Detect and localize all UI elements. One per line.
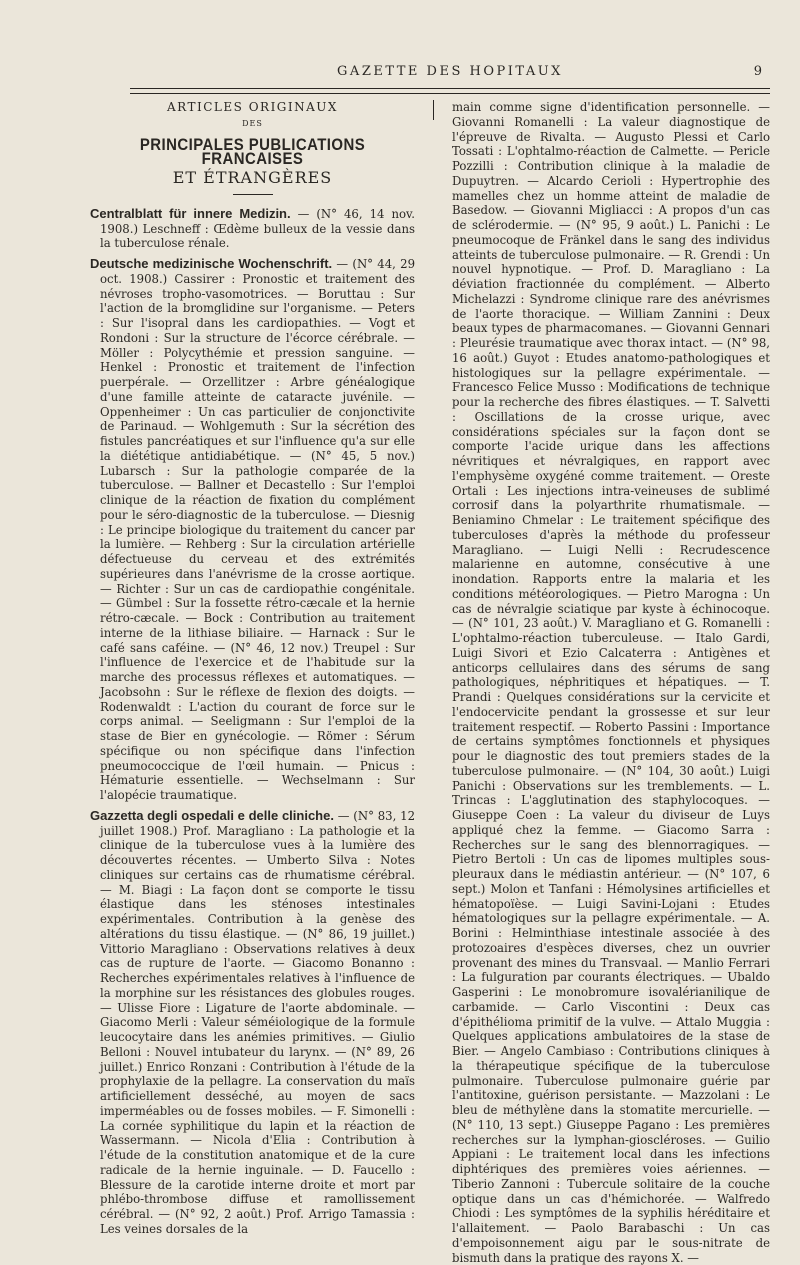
entry-text: — (N° 46, 14 nov. 1908.) Leschneff : Œdème bulleux de la vessie dans la tuberculose rénale. bbox=[100, 206, 415, 251]
journal-name: Gazzetta degli ospedali e delle cliniche. bbox=[90, 807, 334, 823]
entry-text: — (N° 44, 29 oct. 1908.) Cassirer : Pronostic et traitement des névroses tropho-vasomotrices. — Boruttau : Sur l'action de la bromglidine sur l'organisme. — Peters : Sur l'isopral dans les cardiopathies. — Vogt et Rondoni : Sur la structure de l'écorce cérébrale. — Möller : Polycythémie et pression sanguine. — Henkel : Pronostic et traitement de l'infection puerpérale. — Orzellitzer : Arbre généalogique d'une famille atteinte de cataracte juvénile. — Oppenheimer : Un cas particulier de conjonctivite de Parinaud. — Wohlgemuth : Sur la sécrétion des fistules pancréatiques et sur l'influence qu'a sur elle la diététique antidiabétique. — (N° 45, 5 nov.) Lubarsch : Sur la pathologie comparée de la tuberculose. — Ballner et Decastello : Sur l'emploi clinique de la réaction de fixation du complément pour le séro-diagnostic de la tuberculose. — Diesnig : Le principe biologique du traitement du cancer par la lumière. — Rehberg : Sur la circulation artérielle défectueuse du cerveau et des extrémités supérieures dans l'anévrisme de la crosse aortique. — Richter : Sur un cas de cardiopathie congénitale. — Gümbel : Sur la fossette rétro-cæcale et la hernie rétro-cæcale. — Bock : Contribution au traitement interne de la lithiase biliaire. — Harnack : Sur le café sans caféine. — (N° 46, 12 nov.) Treupel : Sur l'influence de l'exercice et de l'habitude sur la marche des processus réflexes et automatiques. — Jacobsohn : Sur le réflexe de flexion des doigts. — Rodenwaldt : L'action du courant de force sur le corps animal. — Seeligmann : Sur l'emploi de la stase de Bier en gynécologie. — Römer : Sérum spécifique ou non spécifique dans l'infection pneumococcique de l'œil humain. — Pnicus : Hématurie essentielle. — Wechselmann : Sur l'alopécie traumatique. bbox=[100, 257, 416, 802]
header-rule bbox=[130, 88, 770, 94]
page-number: 9 bbox=[753, 64, 762, 79]
entry-text: — (N° 83, 12 juillet 1908.) Prof. Maragliano : La pathologie et la clinique de la tuberculose vues à la lumière des découvertes récentes. — Umberto Silva : Notes cliniques sur certains cas de rhumatisme cérébral. — M. Biagi : La façon dont se comporte le tissu élastique dans les sténoses intestinales expérimentales. Contribution à la genèse des altérations du tissu élastique. — (N° 86, 19 juillet.) Vittorio Maragliano : Observations relatives à deux cas de rupture de l'aorte. — Giacomo Bonanno : Recherches expérimentales relatives à l'influence de la morphine sur les résistances des globules rouges. — Ulisse Fiore : Ligature de l'aorte abdominale. — Giacomo Merli : Valeur séméiologique de la formule leucocytaire dans les anémies primitives. — Giulio Belloni : Nouvel intubateur du larynx. — (N° 89, 26 juillet.) Enrico Ronzani : Contribution à l'étude de la prophylaxie de la pellagre. La conservation du maïs artificiellement desséché, au moyen de sacs imperméables ou de fosses mobiles. — F. Simonelli : La cornée syphilitique du lapin et la réaction de Wassermann. — Nicola d'Elia : Contribution à l'étude de la constitution anatomique et de la cure radicale de la hernie inguinale. — D. Faucello : Blessure de la carotide interne droite et mort par phlébo-thrombose diffuse et ramollissement cérébral. — (N° 92, 2 août.) Prof. Arrigo Tamassia : Les veines dorsales de la bbox=[100, 808, 416, 1236]
journal-title: GAZETTE DES HOPITAUX bbox=[337, 64, 563, 79]
section-subtitle: ET ÉTRANGÈRES bbox=[172, 168, 333, 187]
journal-entry bbox=[90, 809, 415, 1237]
column-divider bbox=[433, 100, 434, 120]
journal-entry bbox=[90, 207, 415, 251]
journal-entry bbox=[90, 257, 415, 803]
journal-name: Centralblatt für innere Medizin. bbox=[90, 205, 291, 221]
entry-text-continued: main comme signe d'identification personnelle. — Giovanni Romanelli : La valeur diagnostique de l'épreuve de Rivalta. — Augusto Plessi et Carlo Tossati : L'ophtalmo-réaction de Calmette. — Pericle Pozzilli : Contribution clinique à la maladie de Dupuytren. — Alcardo Cerioli : Hypertrophie des mamelles chez un homme atteint de maladie de Basedow. — Giovanni Migliacci : A propos d'un cas de sclérodermie. — (N° 95, 9 août.) L. Panichi : Le pneumocoque de Fränkel dans le sang des individus atteints de tuberculose pulmonaire. — R. Grendi : Un nouvel hypnotique. — Prof. D. Maragliano : La déviation fractionnée du complément. — Alberto Michelazzi : Syndrome clinique rare des anévrismes de l'aorte thoracique. — William Zannini : Deux beaux types de pharmacomanes. — Giovanni Gennari : Pleurésie traumatique avec thorax intact. — (N° 98, 16 août.) Guyot : Etudes anatomo-pathologiques et histologiques sur la pellagre expérimentale. — Francesco Felice Musso : Modifications de technique pour la recherche des fibres élastiques. — T. Salvetti : Oscillations de la crosse urique, avec considérations spéciales sur la façon dont se comporte l'acide urique dans les affections névritiques et névralgiques, en rapport avec l'emphysème oxygéné comme traitement. — Oreste Ortali : Les injections intra-veineuses de sublimé corrosif dans la polyarthrite rhumatismale. — Beniamino Chmelar : Le traitement spécifique des tuberculoses d'après la méthode du professeur Maragliano. — Luigi Nelli : Recrudescence malarienne en automne, consécutive à une inondation. Rapports entre la malaria et les conditions météorologiques. — Pietro Marogna : Un cas de névralgie sciatique par kyste à échinocoque. — (N° 101, 23 août.) V. Maragliano et G. Romanelli : L'ophtalmo-réaction tuberculeuse. — Italo Gardi, Luigi Sivori et Ezio Calcaterra : Antigènes et anticorps cellulaires dans des sérums de sang pathologiques, néphritiques et hépatiques. — T. Prandi : Quelques considérations sur la cervicite et l'endocervicite pendant la grossesse et sur leur traitement respectif. — Roberto Passini : Importance de certains symptômes fonctionnels et physiques pour le diagnostic des tout premiers stades de la tuberculose pulmonaire. — (N° 104, 30 août.) Luigi Panichi : Observations sur les tremblements. — L. Trincas : L'agglutination des staphylocoques. — Giuseppe Coen : La valeur du diviseur de Luys appliqué chez la femme. — Giacomo Sarra : Recherches sur le sang des blennorragiques. — Pietro Bertoli : Un cas de lipomes multiples sous-pleuraux dans le médiastin antérieur. — (N° 107, 6 sept.) Molon et Tanfani : Hémolysines artificielles et hématopoïèse. — Luigi Savini-Lojani : Etudes hématologiques sur la pellagre expérimentale. — A. Borini : Helminthiase intestinale associée à des protozoaires d'espèces diverses, chez un ouvrier provenant des mines du Transvaal. — Manlio Ferrari : La fulguration par courants électriques. — Ubaldo Gasperini : Le monobromure isovalérianilique de carbamide. — Carlo Viscontini : Deux cas d'épithélioma primitif de la vulve. — Attalo Muggia : Quelques applications ambulatoires de la stase de Bier. — Angelo Cambiaso : Contributions cliniques à la thérapeutique spécifique de la tuberculose pulmonaire. Tuberculose pulmonaire guérie par l'antitoxine, guérison persistante. — Mazzolani : Le bleu de méthylène dans la stomatite mercurielle. — (N° 110, 13 sept.) Giuseppe Pagano : Les premières recherches sur la lymphan-gioscléroses. — Guilio Appiani : Le traitement local dans les infections diphtériques des premières voies aériennes. — Tiberio Zannoni : Tubercule solitaire de la couche optique dans un cas d'hémichorée. — Walfredo Chiodi : Les symptômes de la syphilis héréditaire et l'allaitement. — Paolo Barabaschi : Un cas d'empoisonnement aigu par le sous-nitrate de bismuth dans la pratique des rayons X. — bbox=[452, 100, 770, 1265]
section-divider bbox=[233, 194, 273, 195]
left-column bbox=[90, 100, 415, 1243]
page-header bbox=[130, 64, 770, 84]
section-title: PRINCIPALES PUBLICATIONS FRANCAISES bbox=[139, 134, 366, 169]
journal-name: Deutsche medizinische Wochenschrift. bbox=[90, 256, 333, 271]
right-column bbox=[452, 100, 770, 1265]
section-heading: ARTICLES ORIGINAUX bbox=[167, 100, 338, 114]
section-heading-des: DES bbox=[242, 118, 263, 128]
